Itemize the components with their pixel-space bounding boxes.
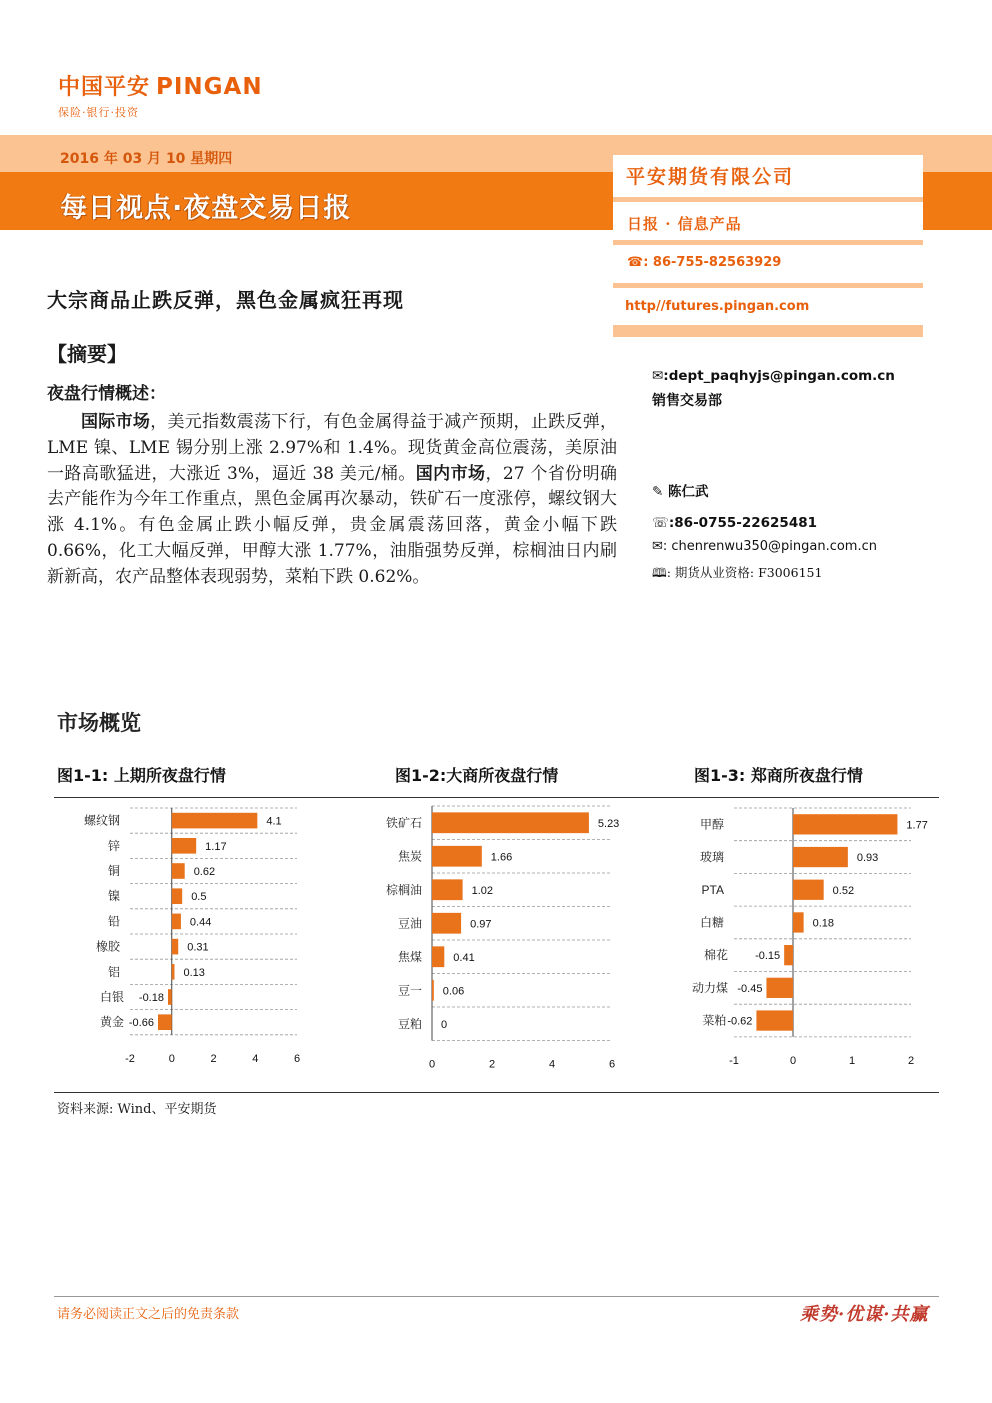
author-phone: ☏:86-0755-22625481 bbox=[652, 515, 817, 531]
article-body bbox=[47, 410, 617, 591]
market-overview-heading: 市场概览 bbox=[57, 711, 141, 735]
bar bbox=[158, 1014, 172, 1030]
value-label: 0.06 bbox=[442, 985, 465, 998]
category-label: 棉花 bbox=[703, 948, 728, 963]
bar bbox=[793, 880, 824, 900]
disclaimer-link[interactable]: 请务必阅读正文之后的免责条款 bbox=[57, 1307, 240, 1322]
value-label: 0.93 bbox=[856, 852, 879, 865]
category-label: 黄金 bbox=[99, 1015, 124, 1030]
dept-name: 销售交易部 bbox=[652, 393, 722, 409]
bar bbox=[168, 989, 172, 1005]
value-label: 1.77 bbox=[906, 819, 928, 832]
tick-label: 0 bbox=[789, 1054, 797, 1067]
bar bbox=[172, 939, 178, 955]
tick-label: 2 bbox=[907, 1054, 915, 1067]
author-certificate: 🕮: 期货从业资格: F3006151 bbox=[652, 565, 823, 580]
bar bbox=[432, 980, 434, 1001]
value-label: -0.18 bbox=[138, 992, 164, 1004]
value-label: 0.5 bbox=[191, 891, 207, 904]
dept-email[interactable]: ✉:dept_paqhyjs@pingan.com.cn bbox=[652, 368, 895, 384]
chart-dce bbox=[370, 800, 660, 1070]
bar bbox=[172, 813, 258, 829]
bar bbox=[172, 964, 175, 980]
value-label: -0.15 bbox=[755, 950, 781, 963]
category-label: 铜 bbox=[107, 864, 120, 878]
tick-label: 4 bbox=[548, 1058, 556, 1070]
bar bbox=[784, 945, 793, 965]
chart-shfe bbox=[60, 800, 350, 1070]
report-title: 每日视点·夜盘交易日报 bbox=[60, 193, 352, 224]
author-name: ✎ 陈仁武 bbox=[652, 484, 709, 500]
category-label: 玻璃 bbox=[699, 850, 724, 865]
value-label: 0.62 bbox=[193, 866, 216, 878]
paragraph-text: ，美元指数震荡下行，有色金属得益于减产预期，止跌反弹，LME 镍、LME 锡分别上涨 2.97%和 1.4%。现货黄金高位震荡，美原油一路高歌猛进，大涨近 3%，逼近 38 美元/桶。 bbox=[47, 412, 618, 484]
category-label: 焦炭 bbox=[397, 849, 422, 864]
bar bbox=[793, 814, 897, 834]
paragraph-label: 国内市场 bbox=[415, 463, 486, 484]
footer-rule bbox=[54, 1296, 939, 1297]
company-name: 平安期货有限公司 bbox=[626, 166, 795, 188]
product-type: 日报 · 信息产品 bbox=[627, 215, 742, 233]
chart-czce bbox=[670, 800, 940, 1070]
value-label: 4.1 bbox=[266, 815, 282, 828]
value-label: 0.13 bbox=[183, 966, 205, 979]
category-label: 白糖 bbox=[699, 915, 724, 930]
logo-cn: 中国平安 bbox=[58, 75, 151, 100]
value-label: -0.62 bbox=[727, 1015, 753, 1028]
bar bbox=[432, 913, 461, 934]
category-label: 棕榈油 bbox=[385, 882, 422, 897]
bar bbox=[766, 978, 793, 998]
value-label: 0.31 bbox=[187, 941, 209, 954]
category-label: 锌 bbox=[107, 838, 120, 853]
tick-label: 0 bbox=[168, 1052, 175, 1065]
logo-tagline: 保险·银行·投资 bbox=[58, 106, 139, 119]
paragraph-text: ，27 个省份明确去产能作为今年工作重点，黑色金属再次暴动，铁矿石一度涨停，螺纹钢大涨 4.1%。有色金属止跌小幅反弹，贵金属震荡回落，黄金小幅下跌 0.66%，化工大幅反弹，甲醇大涨 1.77%，油脂强势反弹，棕榈油日内刷新新高，农产品整体表现弱势，菜粕下跌 0.62%。 bbox=[47, 463, 618, 587]
category-label: 橡胶 bbox=[95, 939, 120, 954]
value-label: 1.17 bbox=[205, 840, 227, 853]
value-label: 0.41 bbox=[453, 951, 475, 964]
report-date: 2016 年 03 月 10 星期四 bbox=[60, 151, 233, 167]
bar bbox=[172, 914, 181, 930]
data-source: 资料来源: Wind、平安期货 bbox=[57, 1102, 217, 1117]
category-label: 铅 bbox=[107, 914, 120, 929]
bar bbox=[432, 879, 463, 900]
value-label: -0.45 bbox=[737, 982, 763, 995]
value-label: 0.97 bbox=[470, 918, 492, 931]
category-label: 菜粕 bbox=[702, 1013, 727, 1028]
bar bbox=[793, 912, 804, 932]
chart-rule bbox=[54, 797, 939, 798]
tick-label: 6 bbox=[293, 1052, 301, 1065]
category-label: 豆油 bbox=[397, 916, 422, 931]
paragraph-label: 国际市场 bbox=[81, 412, 151, 432]
bar bbox=[172, 838, 196, 854]
bar bbox=[172, 863, 185, 879]
abstract-heading: 【摘要】 bbox=[47, 342, 127, 366]
category-label: PTA bbox=[701, 882, 724, 897]
tick-label: 1 bbox=[848, 1054, 856, 1067]
value-label: 0.44 bbox=[189, 916, 212, 929]
chart-rule bbox=[54, 1092, 939, 1093]
category-label: 豆粕 bbox=[397, 1016, 422, 1031]
info-divider bbox=[613, 283, 923, 288]
value-label: 0.18 bbox=[812, 917, 835, 930]
bar bbox=[756, 1010, 793, 1030]
value-label: 0.52 bbox=[832, 884, 855, 897]
tick-label: -2 bbox=[125, 1052, 135, 1065]
chart-title: 图1-2:大商所夜盘行情 bbox=[395, 766, 559, 785]
value-label: 1.66 bbox=[490, 851, 513, 864]
bar bbox=[793, 847, 848, 867]
value-label: 1.02 bbox=[471, 884, 494, 897]
bar bbox=[432, 946, 444, 967]
value-label: -0.66 bbox=[128, 1017, 154, 1030]
tick-label: 4 bbox=[252, 1052, 259, 1065]
info-divider bbox=[613, 240, 923, 245]
category-label: 镍 bbox=[107, 889, 120, 904]
tick-label: 2 bbox=[488, 1058, 496, 1070]
value-label: 5.23 bbox=[597, 817, 620, 830]
tick-label: -1 bbox=[729, 1054, 739, 1067]
company-phone: ☎: 86-755-82563929 bbox=[627, 255, 782, 270]
category-label: 焦煤 bbox=[397, 949, 422, 964]
slogan: 乘势·优谋·共赢 bbox=[800, 1304, 929, 1325]
chart-title: 图1-3: 郑商所夜盘行情 bbox=[694, 766, 863, 785]
bar bbox=[432, 812, 589, 833]
info-divider bbox=[613, 197, 923, 202]
chart-title: 图1-1: 上期所夜盘行情 bbox=[57, 766, 226, 785]
tick-label: 0 bbox=[428, 1058, 436, 1070]
headline: 大宗商品止跌反弹，黑色金属疯狂再现 bbox=[47, 288, 404, 312]
category-label: 动力煤 bbox=[691, 980, 728, 995]
category-label: 螺纹钢 bbox=[83, 813, 120, 828]
category-label: 豆一 bbox=[397, 983, 422, 998]
bar bbox=[172, 888, 182, 904]
info-divider bbox=[613, 325, 923, 337]
paragraph bbox=[47, 410, 617, 591]
overview-heading: 夜盘行情概述： bbox=[47, 384, 166, 404]
company-logo bbox=[58, 70, 263, 120]
category-label: 铝 bbox=[107, 964, 120, 979]
logo-en: PINGAN bbox=[156, 74, 263, 100]
author-email[interactable]: ✉: chenrenwu350@pingan.com.cn bbox=[652, 539, 877, 554]
category-label: 白银 bbox=[99, 990, 124, 1004]
value-label: 0 bbox=[441, 1018, 448, 1031]
bar bbox=[432, 846, 482, 867]
tick-label: 6 bbox=[608, 1058, 616, 1070]
category-label: 铁矿石 bbox=[385, 815, 422, 830]
category-label: 甲醇 bbox=[699, 817, 724, 832]
tick-label: 2 bbox=[210, 1052, 217, 1065]
company-website[interactable]: http//futures.pingan.com bbox=[625, 299, 810, 314]
